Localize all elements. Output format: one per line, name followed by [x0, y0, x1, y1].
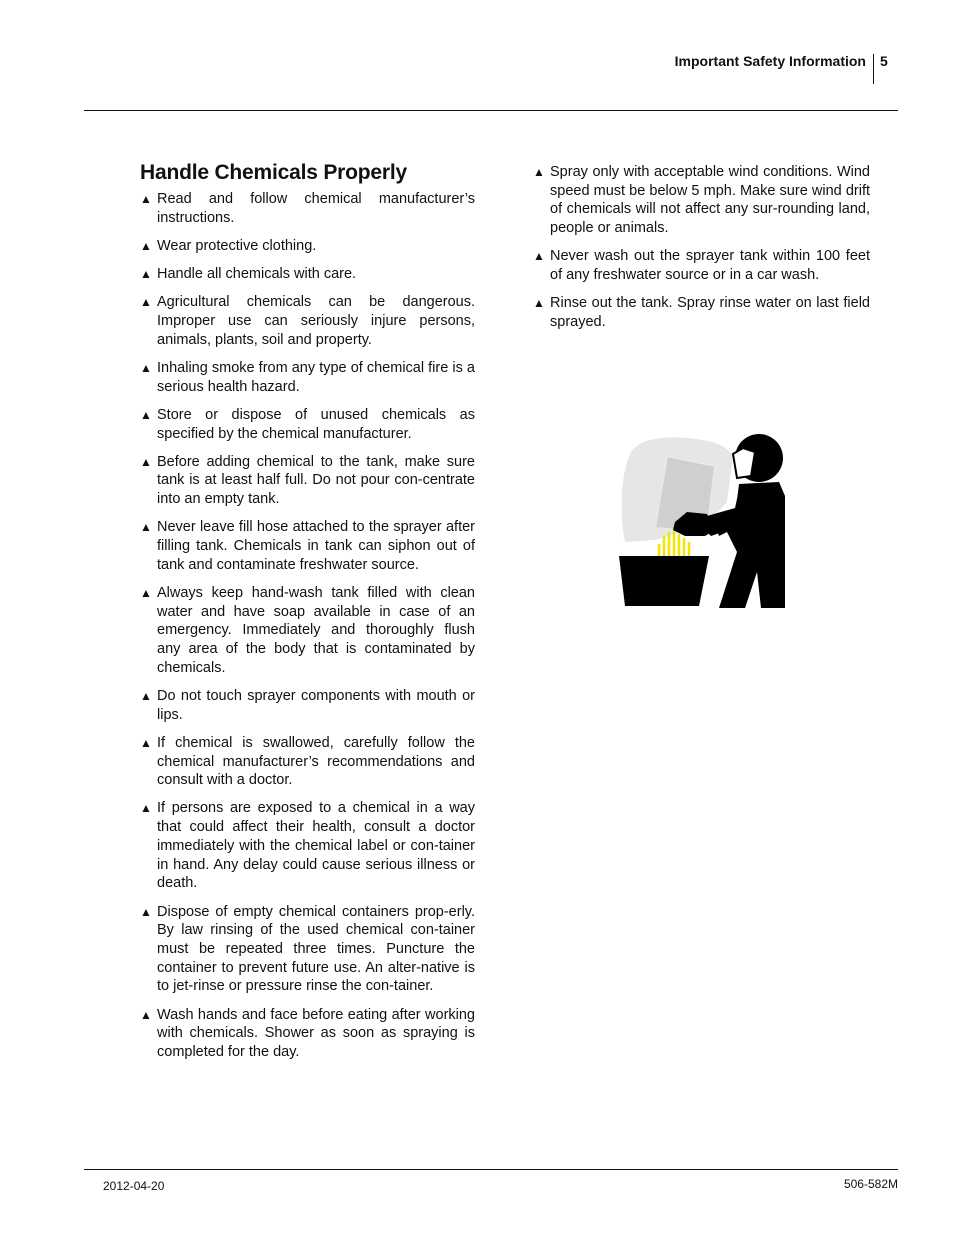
list-item-text: Read and follow chemical manufacturer’s instructions.	[157, 191, 475, 226]
list-item-text: Dispose of empty chemical containers prop-erly. By law rinsing of the used chemical con-tainer must be repeated three times. Puncture the container to prevent future use. An alter-native is to jet-rinse or pressure rinse the con-tainer.	[157, 903, 475, 995]
bullet-triangle-icon: ▲	[533, 165, 545, 179]
bullet-triangle-icon: ▲	[533, 249, 545, 264]
list-item	[140, 518, 475, 574]
page-number: 5	[880, 53, 888, 69]
bullet-triangle-icon: ▲	[140, 454, 152, 469]
bullet-triangle-icon: ▲	[140, 238, 152, 253]
person-pouring-chemical-icon	[615, 432, 787, 608]
bullet-triangle-icon: ▲	[140, 735, 152, 750]
list-item-text: Handle all chemicals with care.	[157, 266, 357, 283]
bullet-triangle-icon: ▲	[140, 407, 152, 422]
list-item-text: Do not touch sprayer components with mouth or lips.	[157, 687, 475, 723]
bullet-triangle-icon: ▲	[140, 192, 152, 206]
list-item	[140, 293, 475, 349]
list-item	[140, 687, 475, 724]
list-item-text: Before adding chemical to the tank, make sure tank is at least half full. Do not pour con-centrate into an empty tank.	[157, 453, 475, 508]
list-item-text: Wash hands and face before eating after working with chemicals. Shower as soon as spraying is completed for the day.	[157, 1006, 475, 1060]
bullet-triangle-icon: ▲	[140, 267, 152, 282]
list-item	[140, 1006, 475, 1062]
bullet-triangle-icon: ▲	[140, 295, 152, 310]
bullet-triangle-icon: ▲	[140, 801, 152, 816]
list-item	[140, 799, 475, 893]
bullet-triangle-icon: ▲	[140, 904, 152, 919]
list-item-text: Agricultural chemicals can be dangerous. Improper use can seriously injure persons, animals, plants, soil and property.	[157, 294, 475, 348]
footer-document-code: 506-582M	[843, 1177, 898, 1191]
bullet-triangle-icon: ▲	[533, 296, 545, 311]
list-item	[533, 294, 870, 331]
list-item	[140, 406, 475, 443]
list-item-text: Never wash out the sprayer tank within 100 feet of any freshwater source or in a car wash.	[550, 248, 870, 284]
list-item	[140, 190, 475, 227]
list-item	[140, 734, 475, 790]
footer-date: 2012-04-20	[103, 1179, 165, 1193]
list-item	[533, 247, 870, 284]
footer-rule	[84, 1169, 898, 1170]
list-item-text: Spray only with acceptable wind conditions. Wind speed must be below 5 mph. Make sure wind drift of chemicals will not affect any sur-rounding land, people or animals.	[550, 164, 870, 237]
list-item-text: Rinse out the tank. Spray rinse water on last field sprayed.	[550, 295, 870, 330]
list-item	[140, 237, 475, 256]
right-column	[533, 163, 870, 341]
list-item-text: Inhaling smoke from any type of chemical fire is a serious health hazard.	[157, 359, 475, 395]
bullet-triangle-icon: ▲	[140, 585, 152, 600]
left-bullet-list	[140, 190, 475, 1062]
bullet-triangle-icon: ▲	[140, 520, 152, 535]
list-item-text: If persons are exposed to a chemical in a way that could affect their health, consult a doctor immediately with the chemical label or con-tainer in hand. Any delay could cause serious illness or death.	[157, 800, 475, 892]
list-item-text: Wear protective clothing.	[157, 237, 317, 254]
right-bullet-list	[533, 163, 870, 332]
tank	[619, 556, 709, 606]
list-item	[140, 453, 475, 509]
list-item	[140, 359, 475, 396]
list-item	[533, 163, 870, 238]
list-item-text: If chemical is swallowed, carefully follow the chemical manufacturer’s recommendations and consult with a doctor.	[157, 734, 475, 789]
section-heading: Handle Chemicals Properly	[140, 161, 407, 184]
list-item-text: Never leave fill hose attached to the sprayer after filling tank. Chemicals in tank can siphon out of tank and contaminate freshwater source.	[157, 519, 475, 573]
left-column	[140, 160, 475, 1071]
header-divider	[873, 54, 874, 84]
list-item	[140, 903, 475, 997]
list-item-text: Always keep hand-wash tank filled with clean water and have soap available in case of an emergency. Immediately and thoroughly flush any area of the body that is contaminated by chemicals.	[157, 584, 475, 676]
list-item-text: Store or dispose of unused chemicals as specified by the chemical manufacturer.	[157, 406, 475, 442]
list-item	[140, 265, 475, 284]
face-shield	[733, 448, 755, 478]
running-header-title: Important Safety Information	[674, 53, 866, 69]
bullet-triangle-icon: ▲	[140, 360, 152, 375]
header-rule	[84, 110, 898, 111]
bullet-triangle-icon: ▲	[140, 1007, 152, 1022]
list-item	[140, 584, 475, 678]
bullet-triangle-icon: ▲	[140, 688, 152, 703]
